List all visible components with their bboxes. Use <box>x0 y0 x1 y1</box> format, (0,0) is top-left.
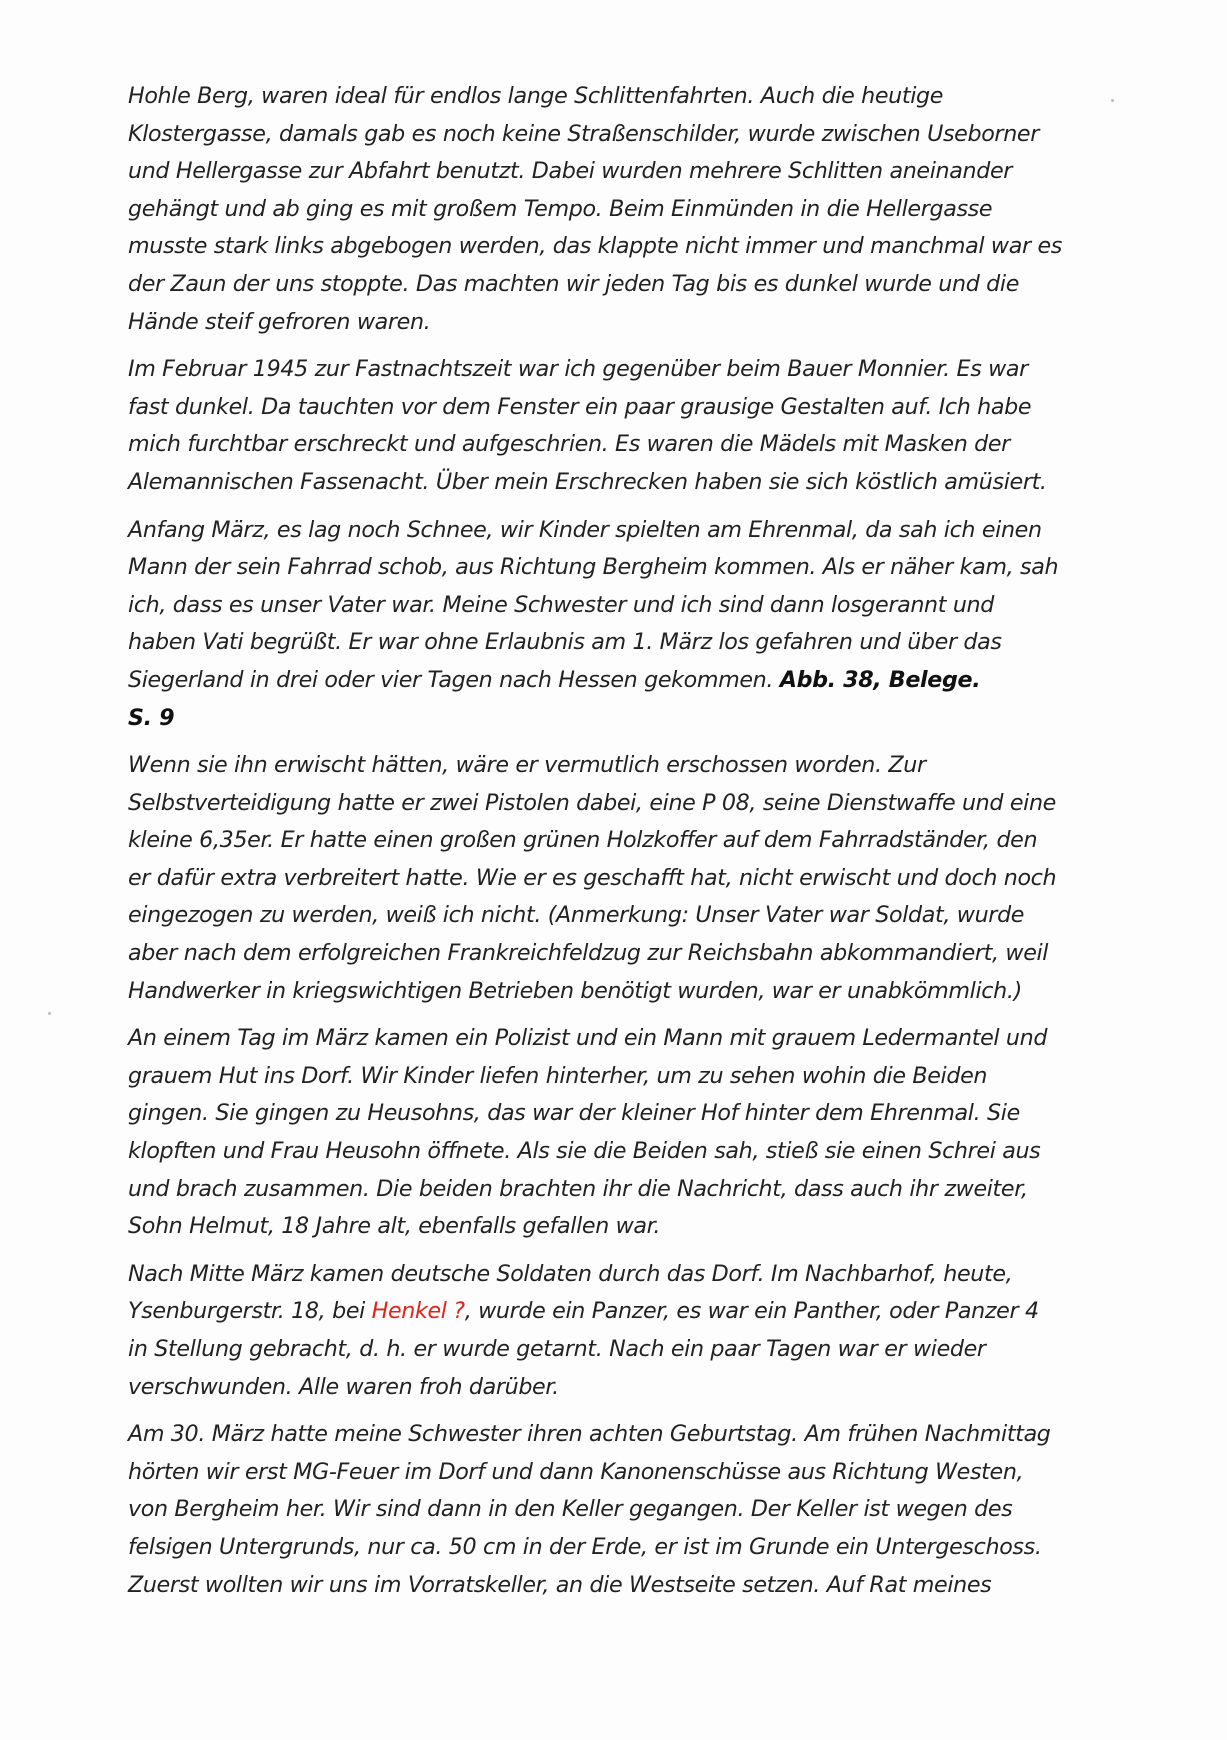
text-line-with-reference <box>128 662 1168 700</box>
text-segment: , wurde ein Panzer, es war ein Panther, oder Panzer 4 <box>464 1298 1039 1325</box>
paragraph-4 <box>128 747 1168 1010</box>
text-line: An einem Tag im März kamen ein Polizist und ein Mann mit grauem Ledermantel und <box>128 1025 1048 1052</box>
text-line: fast dunkel. Da tauchten vor dem Fenster ein paar grausige Gestalten auf. Ich habe <box>128 393 1032 420</box>
text-line: verschwunden. Alle waren froh darüber. <box>128 1373 559 1400</box>
text-line: musste stark links abgebogen werden, das klappte nicht immer und manchmal war es <box>128 233 1062 260</box>
paragraph-2 <box>128 351 1168 501</box>
text-line: gehängt und ab ging es mit großem Tempo. Beim Einmünden in die Hellergasse <box>128 195 993 222</box>
text-line: eingezogen zu werden, weiß ich nicht. (Anmerkung: Unser Vater war Soldat, wurde <box>128 902 1025 929</box>
paper-speck <box>48 1012 51 1015</box>
text-line: Klostergasse, damals gab es noch keine Straßenschilder, wurde zwischen Useborner <box>128 120 1039 147</box>
paragraph-7 <box>128 1416 1168 1604</box>
text-line: Zuerst wollten wir uns im Vorratskeller, an die Westseite setzen. Auf Rat meines <box>128 1571 992 1598</box>
text-line: Mann der sein Fahrrad schob, aus Richtung Bergheim kommen. Als er näher kam, sah <box>128 554 1059 581</box>
text-line: mich furchtbar erschreckt und aufgeschrien. Es waren die Mädels mit Masken der <box>128 431 1010 458</box>
text-line: Im Februar 1945 zur Fastnachtszeit war ich gegenüber beim Bauer Monnier. Es war <box>128 356 1028 383</box>
paragraph-3 <box>128 512 1168 738</box>
text-line: gingen. Sie gingen zu Heusohns, das war der kleiner Hof hinter dem Ehrenmal. Sie <box>128 1100 1020 1127</box>
page-reference: S. 9 <box>128 704 175 731</box>
figure-reference: Abb. 38, Belege. <box>779 666 981 693</box>
text-segment: Ysenburgerstr. 18, bei <box>128 1298 372 1325</box>
text-line: von Bergheim her. Wir sind dann in den Keller gegangen. Der Keller ist wegen des <box>128 1496 1013 1523</box>
text-line: Handwerker in kriegswichtigen Betrieben benötigt wurden, war er unabkömmlich.) <box>128 977 1022 1004</box>
text-line: in Stellung gebracht, d. h. er wurde getarnt. Nach ein paar Tagen war er wieder <box>128 1336 986 1362</box>
text-line: grauem Hut ins Dorf. Wir Kinder liefen hinterher, um zu sehen wohin die Beiden <box>128 1062 988 1089</box>
text-line: Wenn sie ihn erwischt hätten, wäre er vermutlich erschossen worden. Zur <box>128 752 926 779</box>
text-line: und Hellergasse zur Abfahrt benutzt. Dabei wurden mehrere Schlitten aneinander <box>128 158 1013 185</box>
text-line: Alemannischen Fassenacht. Über mein Erschrecken haben sie sich köstlich amüsiert. <box>128 468 1047 495</box>
text-line: er dafür extra verbreitert hatte. Wie er es geschafft hat, nicht erwischt und doch noch <box>128 864 1057 891</box>
text-line: und brach zusammen. Die beiden brachten ihr die Nachricht, dass auch ihr zweiter, <box>128 1175 1028 1202</box>
text-line: Am 30. März hatte meine Schwester ihren achten Geburtstag. Am frühen Nachmittag <box>128 1421 1051 1448</box>
paragraph-6 <box>128 1256 1168 1406</box>
text-line: klopften und Frau Heusohn öffnete. Als sie die Beiden sah, stieß sie einen Schrei aus <box>128 1138 1041 1165</box>
text-line: hörten wir erst MG-Feuer im Dorf und dann Kanonenschüsse aus Richtung Westen, <box>128 1458 1024 1485</box>
text-line: Hohle Berg, waren ideal für endlos lange Schlittenfahrten. Auch die heutige <box>128 83 944 109</box>
text-line: kleine 6,35er. Er hatte einen großen grünen Holzkoffer auf dem Fahrradständer, den <box>128 827 1038 854</box>
text-line: haben Vati begrüßt. Er war ohne Erlaubnis am 1. März los gefahren und über das <box>128 629 1002 656</box>
document-body <box>128 78 1168 1614</box>
text-line: aber nach dem erfolgreichen Frankreichfeldzug zur Reichsbahn abkommandiert, weil <box>128 940 1049 967</box>
text-line: Selbstverteidigung hatte er zwei Pistolen dabei, eine P 08, seine Dienstwaffe und eine <box>128 789 1056 816</box>
text-line: Nach Mitte März kamen deutsche Soldaten durch das Dorf. Im Nachbarhof, heute, <box>128 1260 1013 1287</box>
paragraph-1 <box>128 78 1168 341</box>
text-line: felsigen Untergrunds, nur ca. 50 cm in der Erde, er ist im Grunde ein Untergeschoss. <box>128 1533 1042 1560</box>
text-line-with-highlight <box>128 1293 1168 1331</box>
text-line: Hände steif gefroren waren. <box>128 308 431 335</box>
text-segment: Siegerland in drei oder vier Tagen nach Hessen gekommen. <box>128 666 780 693</box>
highlighted-name: Henkel ? <box>371 1298 465 1325</box>
text-line: der Zaun der uns stoppte. Das machten wir jeden Tag bis es dunkel wurde und die <box>128 270 1019 297</box>
text-line: Sohn Helmut, 18 Jahre alt, ebenfalls gefallen war. <box>128 1213 661 1240</box>
text-line: ich, dass es unser Vater war. Meine Schwester und ich sind dann losgerannt und <box>128 591 994 618</box>
paragraph-5 <box>128 1020 1168 1246</box>
text-line: Anfang März, es lag noch Schnee, wir Kinder spielten am Ehrenmal, da sah ich einen <box>128 516 1042 543</box>
